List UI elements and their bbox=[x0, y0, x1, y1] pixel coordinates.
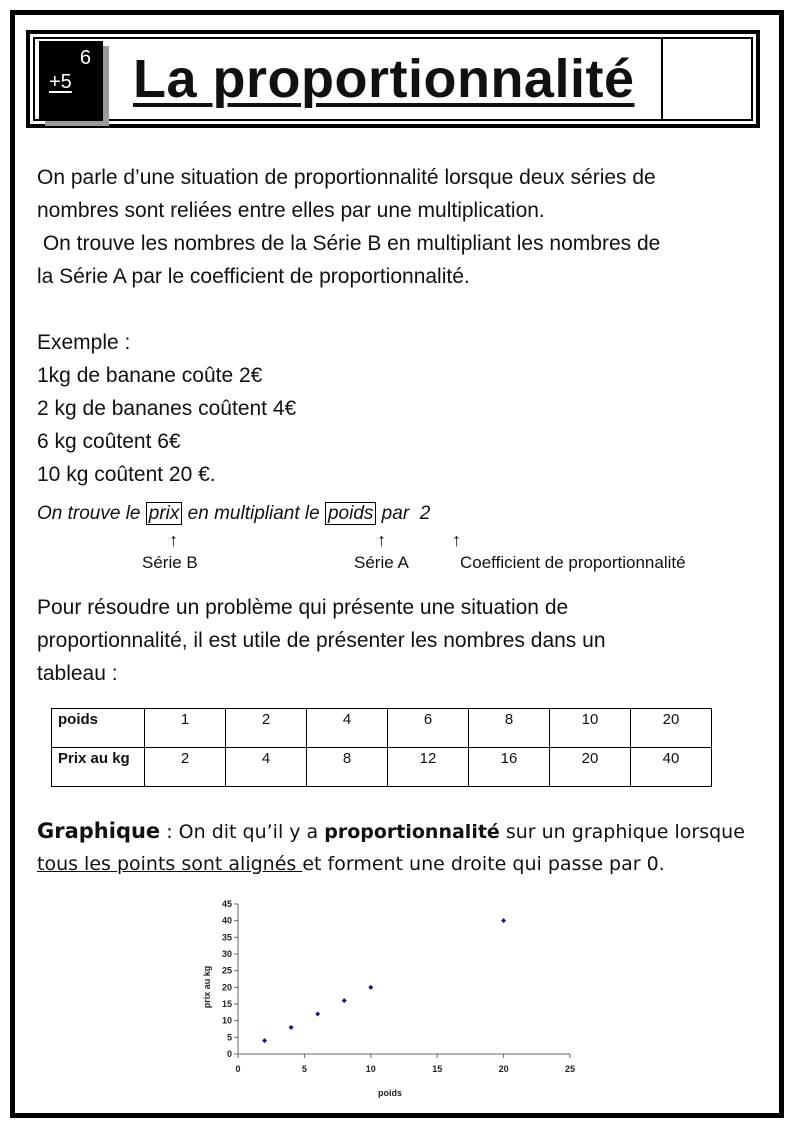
intro-line-1: On parle d’une situation de proportionnalité lorsque deux séries de bbox=[37, 166, 656, 189]
x-tick-label: 15 bbox=[432, 1064, 443, 1074]
rule-part-3: par 2 bbox=[376, 503, 431, 524]
y-tick-label: 45 bbox=[221, 899, 232, 909]
graph-definition-line-2 bbox=[37, 848, 665, 881]
example-line-1: 1kg de banane coûte 2€ bbox=[37, 364, 263, 387]
arrow-up-icon: ↑ bbox=[169, 530, 178, 550]
table-cell: 8 bbox=[307, 748, 388, 787]
icon-line-2: +5 bbox=[49, 71, 72, 93]
arrow-up-icon: ↑ bbox=[452, 530, 461, 550]
x-tick-label: 20 bbox=[498, 1064, 509, 1074]
y-tick-label: 30 bbox=[221, 949, 232, 959]
data-point bbox=[368, 985, 373, 990]
y-tick-label: 35 bbox=[221, 932, 232, 943]
table-intro-line-3: tableau : bbox=[37, 662, 118, 685]
table-cell: 2 bbox=[226, 709, 307, 748]
graph-underlined: tous les points sont alignés bbox=[37, 853, 303, 875]
x-tick-label: 25 bbox=[564, 1064, 576, 1074]
table-cell: 6 bbox=[388, 709, 469, 748]
graph-text-2: sur un graphique lorsque bbox=[499, 821, 745, 843]
math-icon bbox=[39, 41, 103, 121]
rule-part-2: en multipliant le bbox=[182, 503, 325, 524]
header-inner-border bbox=[33, 37, 753, 121]
table-row bbox=[52, 748, 712, 787]
example-line-4: 10 kg coûtent 20 €. bbox=[37, 463, 216, 486]
table-cell: 4 bbox=[226, 748, 307, 787]
intro-line-2: nombres sont reliées entre elles par une multiplication. bbox=[37, 199, 545, 222]
arrow-up-icon: ↑ bbox=[377, 530, 386, 550]
title-header bbox=[26, 30, 760, 128]
y-tick-label: 20 bbox=[221, 982, 232, 993]
table-row-header: Prix au kg bbox=[52, 748, 145, 787]
y-tick-label: 40 bbox=[221, 915, 232, 926]
rule-sentence bbox=[37, 503, 430, 525]
table-cell: 2 bbox=[145, 748, 226, 787]
label-serie-a: Série A bbox=[354, 553, 409, 572]
table-intro-line-2: proportionnalité, il est utile de présenter les nombres dans un bbox=[37, 629, 606, 652]
example-line-2: 2 kg de bananes coûtent 4€ bbox=[37, 397, 297, 420]
data-point bbox=[501, 918, 506, 923]
y-tick-label: 10 bbox=[221, 1015, 232, 1026]
data-point bbox=[342, 998, 347, 1003]
table-cell: 1 bbox=[145, 709, 226, 748]
intro-line-3: On trouve les nombres de la Série B en multipliant les nombres de bbox=[37, 232, 661, 255]
proportion-table bbox=[51, 708, 712, 787]
x-tick-label: 5 bbox=[301, 1064, 307, 1074]
table-cell: 8 bbox=[469, 709, 550, 748]
scatter-chart bbox=[190, 895, 590, 1105]
page-title: La proportionnalité bbox=[133, 49, 635, 109]
example-line-3: 6 kg coûtent 6€ bbox=[37, 430, 181, 453]
rule-word-poids: poids bbox=[325, 502, 376, 525]
data-point bbox=[315, 1012, 320, 1017]
y-tick-label: 15 bbox=[221, 999, 232, 1009]
data-point bbox=[289, 1025, 294, 1030]
graph-definition-line-1 bbox=[37, 815, 745, 849]
header-divider bbox=[661, 39, 663, 119]
data-point bbox=[262, 1038, 267, 1043]
x-tick-label: 0 bbox=[235, 1064, 241, 1074]
graph-heading: Graphique bbox=[37, 819, 161, 843]
table-cell: 16 bbox=[469, 748, 550, 787]
intro-line-4: la Série A par le coefficient de proportionnalité. bbox=[37, 265, 470, 288]
table-cell: 4 bbox=[307, 709, 388, 748]
label-coefficient: Coefficient de proportionnalité bbox=[460, 553, 686, 572]
rule-word-prix: prix bbox=[146, 502, 183, 525]
y-tick-label: 25 bbox=[221, 965, 232, 976]
graph-text-3: et forment une droite qui passe par 0. bbox=[302, 853, 665, 875]
table-cell: 12 bbox=[388, 748, 469, 787]
label-serie-b: Série B bbox=[142, 553, 198, 572]
y-axis-label: prix au kg bbox=[202, 965, 212, 1009]
table-cell: 20 bbox=[550, 748, 631, 787]
table-intro-line-1: Pour résoudre un problème qui présente une situation de bbox=[37, 596, 569, 619]
table-cell: 20 bbox=[631, 709, 712, 748]
table-row bbox=[52, 709, 712, 748]
graph-bold-word: proportionnalité bbox=[324, 821, 500, 843]
y-tick-label: 5 bbox=[226, 1032, 232, 1043]
y-tick-label: 0 bbox=[226, 1049, 232, 1059]
graph-text-1: : On dit qu’il y a bbox=[160, 821, 325, 843]
rule-part-1: On trouve le bbox=[37, 503, 146, 524]
icon-line-1: 6 bbox=[79, 47, 91, 69]
table-cell: 40 bbox=[631, 748, 712, 787]
table-row-header: poids bbox=[52, 709, 145, 748]
table-cell: 10 bbox=[550, 709, 631, 748]
chart-plot-area bbox=[202, 899, 575, 1098]
x-tick-label: 10 bbox=[365, 1064, 376, 1074]
example-heading: Exemple : bbox=[37, 331, 131, 354]
x-axis-label: poids bbox=[378, 1088, 402, 1098]
